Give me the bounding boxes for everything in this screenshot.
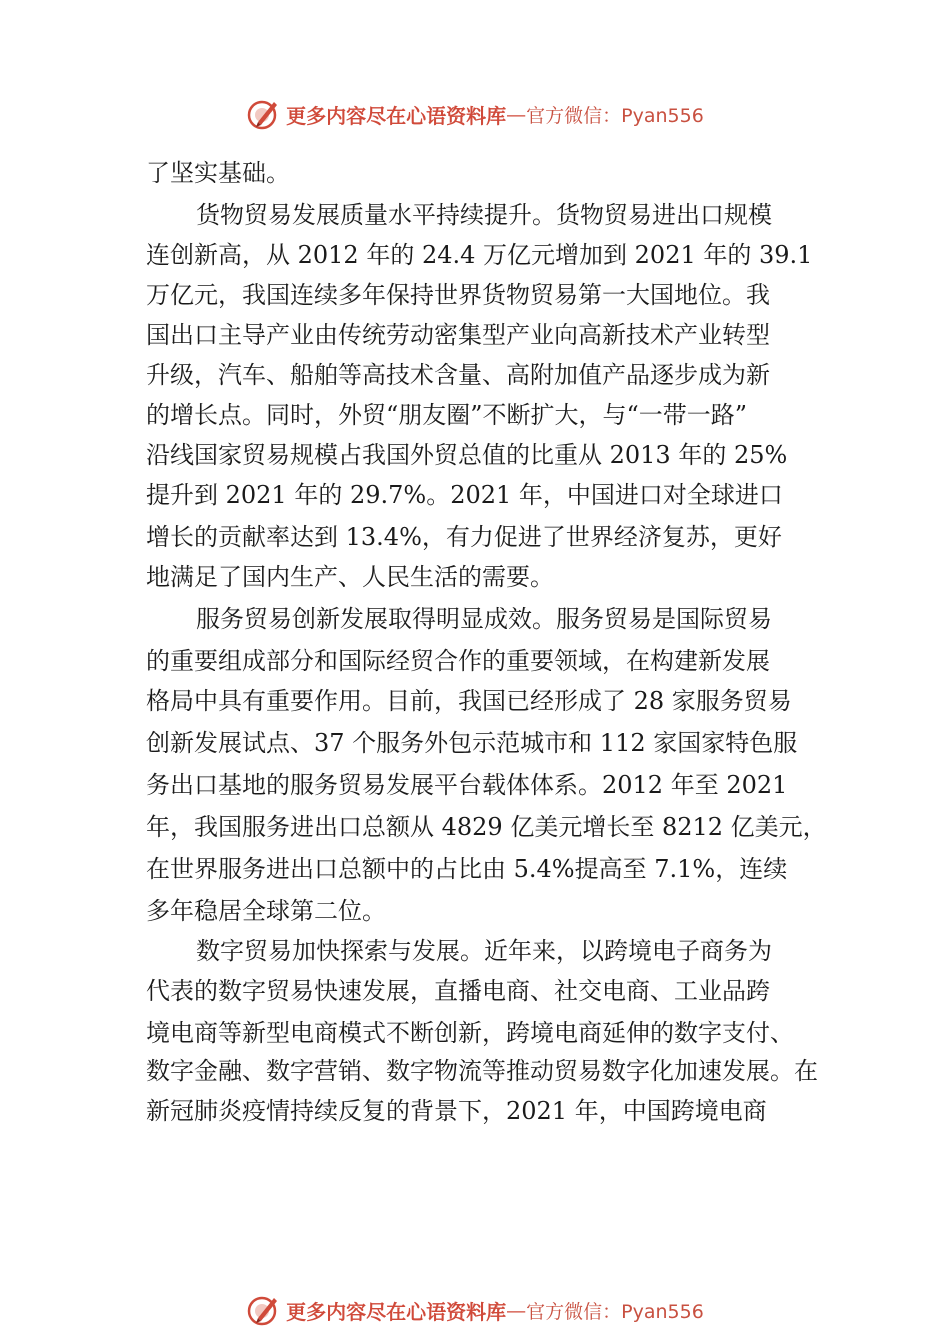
text-line: 数字金融、数字营销、数字物流等推动贸易数字化加速发展。在	[146, 1057, 818, 1085]
header-banner	[0, 94, 950, 134]
text-line: 格局中具有重要作用。目前，我国已经形成了 28 家服务贸易	[146, 687, 792, 715]
text-line: 创新发展试点、37 个服务外包示范城市和 112 家国家特色服	[146, 729, 798, 757]
text-line: 年，我国服务进出口总额从 4829 亿美元增长至 8212 亿美元，	[146, 813, 827, 841]
text-line: 的增长点。同时，外贸“朋友圈”不断扩大，与“一带一路”	[146, 401, 748, 429]
text-line: 境电商等新型电商模式不断创新，跨境电商延伸的数字支付、	[146, 1019, 794, 1047]
pen-logo-icon	[246, 96, 282, 132]
text-line: 在世界服务进出口总额中的占比由 5.4%提高至 7.1%，连续	[146, 855, 788, 883]
banner-wechat-text: 官方微信：Pyan556	[526, 104, 704, 127]
text-line: 增长的贡献率达到 13.4%，有力促进了世界经济复苏，更好	[146, 523, 782, 551]
text-line: 服务贸易创新发展取得明显成效。服务贸易是国际贸易	[196, 605, 772, 633]
text-line: 代表的数字贸易快速发展，直播电商、社交电商、工业品跨	[146, 977, 770, 1005]
text-line: 提升到 2021 年的 29.7%。2021 年，中国进口对全球进口	[146, 481, 783, 509]
banner-wechat-text: 官方微信：Pyan556	[526, 1300, 704, 1323]
text-line: 多年稳居全球第二位。	[146, 897, 386, 925]
banner-main-text: 更多内容尽在心语资料库	[286, 103, 507, 128]
text-line: 升级，汽车、船舶等高技术含量、高附加值产品逐步成为新	[146, 361, 770, 389]
footer-banner	[0, 1290, 950, 1330]
banner-dash: —	[506, 102, 527, 126]
text-line: 新冠肺炎疫情持续反复的背景下，2021 年，中国跨境电商	[146, 1097, 767, 1125]
text-line: 务出口基地的服务贸易发展平台载体体系。2012 年至 2021	[146, 771, 788, 799]
text-line: 地满足了国内生产、人民生活的需要。	[146, 563, 554, 591]
text-line: 万亿元，我国连续多年保持世界货物贸易第一大国地位。我	[146, 281, 770, 309]
text-line: 连创新高，从 2012 年的 24.4 万亿元增加到 2021 年的 39.1	[146, 241, 813, 269]
text-line: 了坚实基础。	[146, 159, 290, 187]
text-line: 货物贸易发展质量水平持续提升。货物贸易进出口规模	[196, 201, 772, 229]
text-line: 沿线国家贸易规模占我国外贸总值的比重从 2013 年的 25%	[146, 441, 788, 469]
text-line: 的重要组成部分和国际经贸合作的重要领域，在构建新发展	[146, 647, 770, 675]
banner-dash: —	[506, 1298, 527, 1322]
text-line: 国出口主导产业由传统劳动密集型产业向高新技术产业转型	[146, 321, 770, 349]
text-line: 数字贸易加快探索与发展。近年来，以跨境电子商务为	[196, 937, 772, 965]
pen-logo-icon	[246, 1292, 282, 1328]
banner-main-text: 更多内容尽在心语资料库	[286, 1299, 507, 1324]
